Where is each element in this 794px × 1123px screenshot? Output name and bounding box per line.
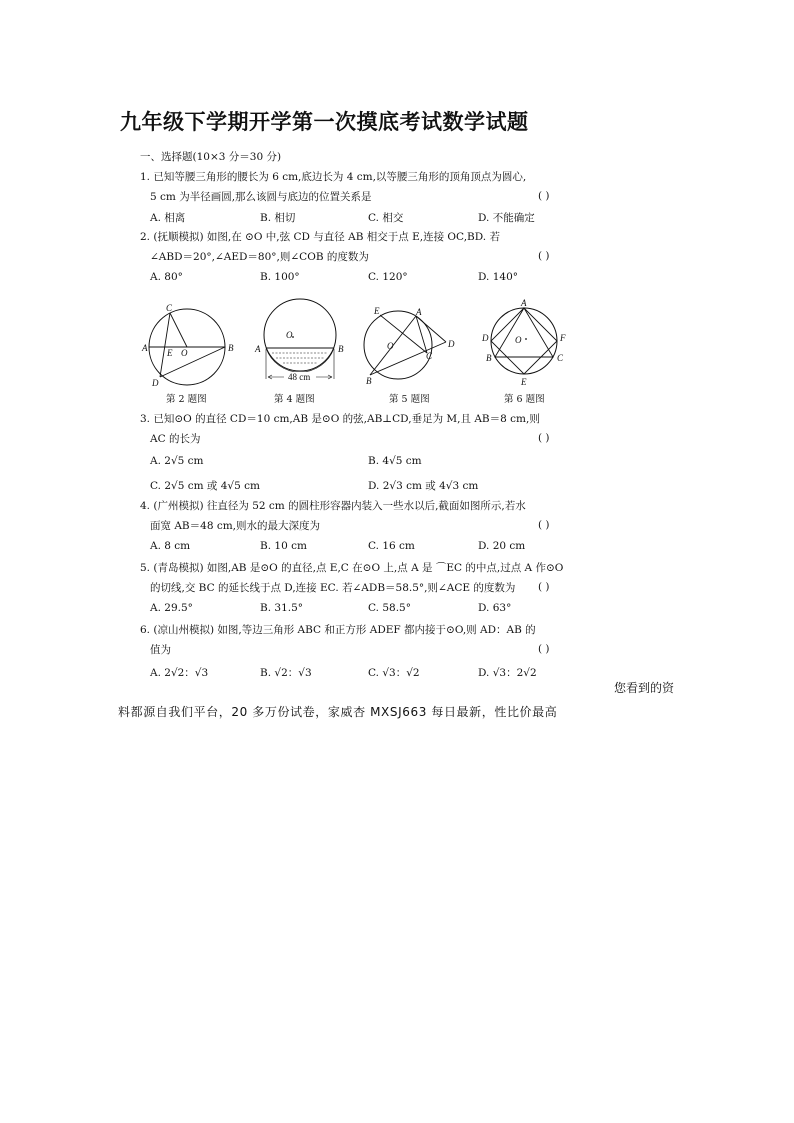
- q5-option-c: C. 58.5°: [368, 602, 411, 614]
- q3-option-d: D. 2√3 cm 或 4√3 cm: [368, 480, 479, 492]
- q2-option-b: B. 100°: [260, 271, 300, 283]
- q3-option-a: A. 2√5 cm: [150, 455, 204, 467]
- svg-text:C: C: [166, 303, 173, 313]
- q1-option-d: D. 不能确定: [478, 212, 535, 224]
- q6-line1: 6. (凉山州模拟) 如图,等边三角形 ABC 和正方形 ADEF 都内接于⊙O,则 AD：AB 的: [140, 624, 536, 636]
- figure-4-water-cylinder: [252, 297, 348, 389]
- svg-text:A: A: [142, 343, 148, 353]
- svg-text:A: A: [416, 307, 422, 317]
- q1-line2: 5 cm 为半径画圆,那么该圆与底边的位置关系是: [150, 191, 372, 203]
- svg-text:O: O: [387, 341, 394, 351]
- q2-answer-blank: ( ): [538, 250, 550, 262]
- svg-text:B: B: [486, 353, 492, 363]
- q5-answer-blank: ( ): [538, 581, 550, 593]
- figure-5-tangent-circle: [360, 297, 464, 389]
- q3-option-c: C. 2√5 cm 或 4√5 cm: [150, 480, 260, 492]
- q2-line1: 2. (抚顺模拟) 如图,在 ⊙O 中,弦 CD 与直径 AB 相交于点 E,连接 OC,BD. 若: [140, 231, 500, 243]
- q3-option-b: B. 4√5 cm: [368, 455, 422, 467]
- q1-answer-blank: ( ): [538, 190, 550, 202]
- q3-line1: 3. 已知⊙O 的直径 CD＝10 cm,AB 是⊙O 的弦,AB⊥CD,垂足为 M,且 AB＝8 cm,则: [140, 413, 540, 425]
- q2-line2: ∠ABD＝20°,∠AED＝80°,则∠COB 的度数为: [150, 251, 369, 263]
- svg-text:D: D: [152, 378, 159, 388]
- page-title: 九年级下学期开学第一次摸底考试数学试题: [120, 109, 529, 134]
- svg-text:B: B: [338, 344, 344, 354]
- svg-text:E: E: [374, 306, 380, 316]
- svg-text:C: C: [426, 351, 433, 361]
- figure-4-width-label: 48 cm: [288, 372, 311, 382]
- footer-promo-line2: 料都源自我们平台，20 多万份试卷，家威杏 MXSJ663 每日最新，性比价最高: [118, 705, 558, 719]
- figure-4-caption: 第 4 题图: [274, 394, 315, 405]
- q1-option-b: B. 相切: [260, 212, 296, 224]
- q5-line1: 5. (青岛模拟) 如图,AB 是⊙O 的直径,点 E,C 在⊙O 上,点 A 是 ⌒EC 的中点,过点 A 作⊙O: [140, 562, 564, 574]
- q6-answer-blank: ( ): [538, 643, 550, 655]
- q5-line2: 的切线,交 BC 的延长线于点 D,连接 EC. 若∠ADB＝58.5°,则∠ACE 的度数为: [150, 582, 516, 594]
- q2-option-a: A. 80°: [150, 271, 183, 283]
- figure-5-caption: 第 5 题图: [389, 394, 430, 405]
- q3-line2: AC 的长为: [150, 433, 201, 445]
- q2-option-c: C. 120°: [368, 271, 408, 283]
- svg-text:E: E: [521, 377, 527, 387]
- q6-option-b: B. √2：√3: [260, 667, 312, 679]
- q4-line1: 4. (广州模拟) 往直径为 52 cm 的圆柱形容器内装入一些水以后,截面如图所示,若水: [140, 500, 526, 512]
- q1-option-c: C. 相交: [368, 212, 404, 224]
- svg-text:B: B: [228, 343, 234, 353]
- section-heading: 一、选择题(10×3 分＝30 分): [140, 151, 282, 163]
- svg-text:B: B: [366, 376, 372, 386]
- q6-option-c: C. √3：√2: [368, 667, 420, 679]
- figure-6-inscribed-polygons: [478, 297, 574, 389]
- q4-answer-blank: ( ): [538, 519, 550, 531]
- svg-text:A: A: [521, 298, 527, 308]
- svg-text:O: O: [515, 335, 522, 345]
- svg-text:C: C: [557, 353, 564, 363]
- q5-option-d: D. 63°: [478, 602, 512, 614]
- svg-text:D: D: [448, 339, 455, 349]
- q1-option-a: A. 相离: [150, 212, 186, 224]
- figure-2-caption: 第 2 题图: [166, 394, 207, 405]
- q5-option-b: B. 31.5°: [260, 602, 304, 614]
- q4-option-c: C. 16 cm: [368, 540, 415, 552]
- q6-option-a: A. 2√2：√3: [150, 667, 209, 679]
- svg-text:A: A: [255, 344, 261, 354]
- figure-6-caption: 第 6 题图: [504, 394, 545, 405]
- svg-text:D: D: [482, 333, 489, 343]
- figure-2-circle-chords: [140, 297, 240, 389]
- q4-option-b: B. 10 cm: [260, 540, 307, 552]
- svg-text:O: O: [181, 348, 188, 358]
- svg-text:E: E: [167, 348, 173, 358]
- q4-line2: 面宽 AB＝48 cm,则水的最大深度为: [150, 520, 321, 532]
- q4-option-d: D. 20 cm: [478, 540, 526, 552]
- q2-option-d: D. 140°: [478, 271, 519, 283]
- q4-option-a: A. 8 cm: [150, 540, 191, 552]
- svg-text:O: O: [286, 330, 293, 340]
- q6-option-d: D. √3：2√2: [478, 667, 537, 679]
- footer-promo-line1: 您看到的资: [613, 681, 674, 695]
- svg-text:F: F: [560, 333, 566, 343]
- q5-option-a: A. 29.5°: [150, 602, 193, 614]
- q1-line1: 1. 已知等腰三角形的腰长为 6 cm,底边长为 4 cm,以等腰三角形的顶角顶点为圆心,: [140, 171, 527, 183]
- q6-line2: 值为: [150, 644, 171, 656]
- q3-answer-blank: ( ): [538, 432, 550, 444]
